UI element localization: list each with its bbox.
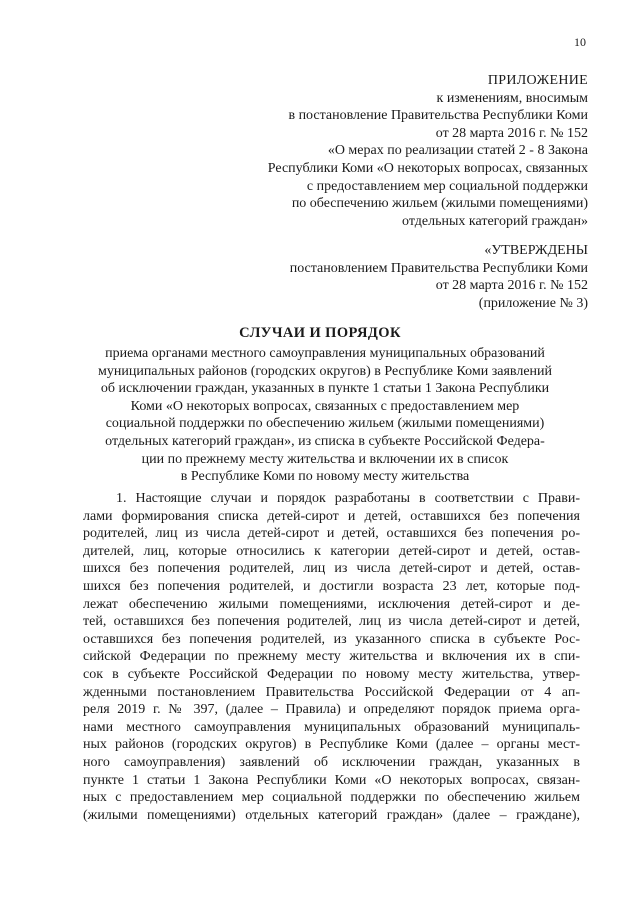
appendix-line: отдельных категорий граждан»	[402, 213, 588, 229]
appendix-line: в постановление Правительства Республики Коми	[288, 108, 588, 124]
body-line: оставшихся без попечения родителей, из указанного списка в субъекте Рос-	[83, 631, 580, 647]
body-line: шихся без попечения родителей, лиц из числа детей-сирот и детей, остав-	[83, 561, 580, 577]
body-line: 1. Настоящие случаи и порядок разработаны в соответствии с Прави-	[116, 491, 580, 506]
body-line: лами формирования списка детей-сирот и детей, оставшихся без попечения	[83, 508, 580, 524]
body-line: дителей, лиц, которые относились к категории детей-сирот и детей, остав-	[83, 543, 580, 559]
body-line: шихся без попечения родителей, и достигли возраста 23 лет, которые под-	[83, 578, 580, 594]
appendix-line: «О мерах по реализации статей 2 - 8 Закона	[327, 143, 588, 159]
subtitle-line: приема органами местного самоуправления муниципальных образований	[105, 346, 545, 361]
subtitle-line: Коми «О некоторых вопросах, связанных с предоставлением мер	[130, 398, 520, 414]
body-line: пункте 1 статьи 1 Закона Республики Коми «О некоторых вопросах, связан-	[83, 772, 580, 788]
approval-block	[290, 242, 588, 312]
body-paragraph	[83, 490, 580, 824]
subtitle-line: муниципальных районов (городских округов) в Республике Коми заявлений	[97, 363, 553, 379]
body-line: ного самоуправления) заявлений об исключении граждан, указанных в	[83, 754, 580, 770]
appendix-line: по обеспечению жильем (жилыми помещениями)	[291, 196, 588, 212]
body-line: реля 2019 г. № 397, (далее – Правила) и определяют порядок приема орга-	[83, 702, 580, 718]
body-line: лежат обеспечению жилыми помещениями, исключения детей-сирот и де-	[83, 596, 580, 612]
appendix-line: Республики Коми «О некоторых вопросах, связанных	[267, 160, 588, 176]
appendix-title: ПРИЛОЖЕНИЕ	[487, 73, 588, 88]
body-line: сийской Федерации по прежнему месту жительства и включения их в спи-	[83, 649, 580, 665]
body-line: тей, оставшихся без попечения родителей, лиц из числа детей-сирот и детей,	[83, 614, 580, 630]
body-line: родителей, лиц из числа детей-сирот и детей, оставшихся без попечения ро-	[83, 526, 580, 542]
appendix-header	[268, 72, 588, 230]
approval-line: (приложение № 3)	[478, 295, 588, 311]
subtitle-line: в Республике Коми по новому месту жительства	[180, 469, 470, 485]
body-line: жденными постановлением Правительства Российской Федерации от 4 ап-	[83, 684, 580, 700]
body-line: (жилыми помещениями) отдельных категорий граждан» (далее – граждане),	[83, 807, 580, 823]
approval-line: от 28 марта 2016 г. № 152	[435, 278, 588, 294]
approval-line: постановлением Правительства Республики Коми	[289, 260, 588, 276]
approval-line: «УТВЕРЖДЕНЫ	[484, 243, 588, 258]
subtitle-line: отдельных категорий граждан», из списка в субъекте Российской Федера-	[105, 433, 545, 449]
appendix-line: с предоставлением мер социальной поддержки	[306, 178, 588, 194]
document-title: СЛУЧАИ И ПОРЯДОК	[239, 325, 401, 341]
page-number: 10	[574, 35, 586, 49]
body-line: ных районов (городских округов) в Республике Коми (далее – органы мест-	[83, 737, 580, 753]
appendix-line: к изменениям, вносимым	[436, 90, 588, 106]
document-subtitle	[70, 345, 580, 486]
subtitle-line: социальной поддержки по обеспечению жильем (жилыми помещениями)	[105, 416, 545, 432]
body-line: ных с предоставлением мер социальной поддержки по обеспечению жильем	[83, 790, 580, 806]
body-line: сок в субъекте Российской Федерации по новому месту жительства, утвер-	[83, 666, 580, 682]
subtitle-line: об исключении граждан, указанных в пункте 1 статьи 1 Закона Республики	[100, 381, 550, 397]
appendix-line: от 28 марта 2016 г. № 152	[435, 125, 588, 141]
body-line: нами местного самоуправления муниципальных образований муниципаль-	[83, 719, 580, 735]
subtitle-line: ции по прежнему месту жительства и включении их в список	[141, 451, 509, 467]
